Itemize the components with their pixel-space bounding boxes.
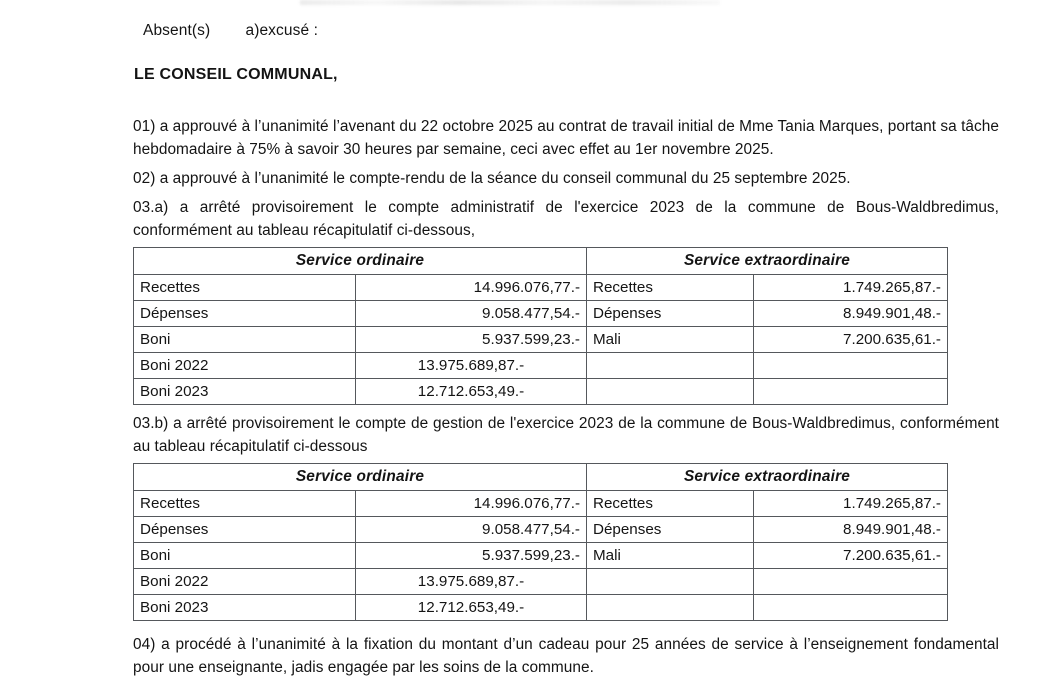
cell-value-extraordinaire: 1.749.265,87.- xyxy=(754,275,948,301)
cell-value-ordinaire: 12.712.653,49.- xyxy=(356,595,587,621)
cell-label-extraordinaire: Recettes xyxy=(587,275,754,301)
table-row xyxy=(134,275,948,301)
cell-value-ordinaire: 14.996.076,77.- xyxy=(356,491,587,517)
table-row xyxy=(134,327,948,353)
cell-label-extraordinaire xyxy=(587,595,754,621)
cell-value-ordinaire: 5.937.599,23.- xyxy=(356,327,587,353)
cell-label-extraordinaire: Dépenses xyxy=(587,301,754,327)
cell-label-ordinaire: Boni 2022 xyxy=(134,569,356,595)
header-service-ordinaire: Service ordinaire xyxy=(134,464,587,491)
header-service-extraordinaire: Service extraordinaire xyxy=(587,248,948,275)
cell-label-ordinaire: Dépenses xyxy=(134,517,356,543)
cell-label-extraordinaire: Mali xyxy=(587,543,754,569)
table-row xyxy=(134,595,948,621)
table-row xyxy=(134,353,948,379)
cell-value-extraordinaire: 1.749.265,87.- xyxy=(754,491,948,517)
cell-value-ordinaire: 13.975.689,87.- xyxy=(356,353,587,379)
cell-label-ordinaire: Boni 2023 xyxy=(134,595,356,621)
cell-value-extraordinaire xyxy=(754,595,948,621)
cell-value-ordinaire: 5.937.599,23.- xyxy=(356,543,587,569)
resolution-paragraph-01: 01) a approuvé à l’unanimité l’avenant du 22 octobre 2025 au contrat de travail initial de Mme Tania Marques, portant sa tâche hebdomadaire à 75% à savoir 30 heures par semaine, ceci avec effet au 1er novembre 2025. xyxy=(133,118,999,158)
cell-value-extraordinaire: 8.949.901,48.- xyxy=(754,301,948,327)
resolution-paragraph-02: 02) a approuvé à l’unanimité le compte-rendu de la séance du conseil communal du 25 septembre 2025. xyxy=(133,170,851,188)
cell-label-ordinaire: Dépenses xyxy=(134,301,356,327)
cell-label-extraordinaire: Recettes xyxy=(587,491,754,517)
table-head xyxy=(134,464,948,491)
cell-label-ordinaire: Recettes xyxy=(134,491,356,517)
cell-label-ordinaire: Recettes xyxy=(134,275,356,301)
council-heading: LE CONSEIL COMMUNAL, xyxy=(134,66,338,83)
resolution-paragraph-03b: 03.b) a arrêté provisoirement le compte de gestion de l'exercice 2023 de la commune de Bous-Waldbredimus, conformément au tableau récapitulatif ci-dessous xyxy=(133,415,999,455)
document-content xyxy=(133,0,999,680)
table-row xyxy=(134,569,948,595)
cell-value-extraordinaire: 7.200.635,61.- xyxy=(754,543,948,569)
cell-value-extraordinaire xyxy=(754,379,948,405)
table-header-row xyxy=(134,464,948,491)
header-service-extraordinaire: Service extraordinaire xyxy=(587,464,948,491)
table-row xyxy=(134,491,948,517)
cell-value-extraordinaire xyxy=(754,353,948,379)
absent-line: Absent(s) a)excusé : xyxy=(143,22,318,39)
cell-value-extraordinaire: 8.949.901,48.- xyxy=(754,517,948,543)
cell-label-ordinaire: Boni 2023 xyxy=(134,379,356,405)
table-head xyxy=(134,248,948,275)
cell-label-extraordinaire xyxy=(587,379,754,405)
cell-value-ordinaire: 13.975.689,87.- xyxy=(356,569,587,595)
resolution-paragraph-03a: 03.a) a arrêté provisoirement le compte administratif de l'exercice 2023 de la commune de Bous-Waldbredimus, conformément au tableau récapitulatif ci-dessous, xyxy=(133,198,999,239)
table-wrapper-administratif xyxy=(133,247,999,405)
cell-value-ordinaire: 9.058.477,54.- xyxy=(356,301,587,327)
cell-label-ordinaire: Boni 2022 xyxy=(134,353,356,379)
resolution-paragraph-04: 04) a procédé à l’unanimité à la fixation du montant d’un cadeau pour 25 années de service à l’enseignement fondamental pour une enseignante, jadis engagée par les soins de la commune. xyxy=(133,636,999,677)
cell-value-ordinaire: 14.996.076,77.- xyxy=(356,275,587,301)
cell-value-ordinaire: 12.712.653,49.- xyxy=(356,379,587,405)
table-body xyxy=(134,491,948,621)
table-wrapper-gestion xyxy=(133,463,999,621)
cell-value-extraordinaire: 7.200.635,61.- xyxy=(754,327,948,353)
cell-label-extraordinaire: Dépenses xyxy=(587,517,754,543)
cell-label-ordinaire: Boni xyxy=(134,327,356,353)
cell-value-ordinaire: 9.058.477,54.- xyxy=(356,517,587,543)
header-service-ordinaire: Service ordinaire xyxy=(134,248,587,275)
recap-table-compte-gestion xyxy=(133,463,948,621)
table-row xyxy=(134,517,948,543)
table-row xyxy=(134,543,948,569)
table-row xyxy=(134,301,948,327)
table-header-row xyxy=(134,248,948,275)
recap-table-compte-administratif xyxy=(133,247,948,405)
table-body xyxy=(134,275,948,405)
cell-label-extraordinaire xyxy=(587,569,754,595)
cell-label-extraordinaire xyxy=(587,353,754,379)
table-row xyxy=(134,379,948,405)
cell-label-ordinaire: Boni xyxy=(134,543,356,569)
cell-label-extraordinaire: Mali xyxy=(587,327,754,353)
cell-value-extraordinaire xyxy=(754,569,948,595)
